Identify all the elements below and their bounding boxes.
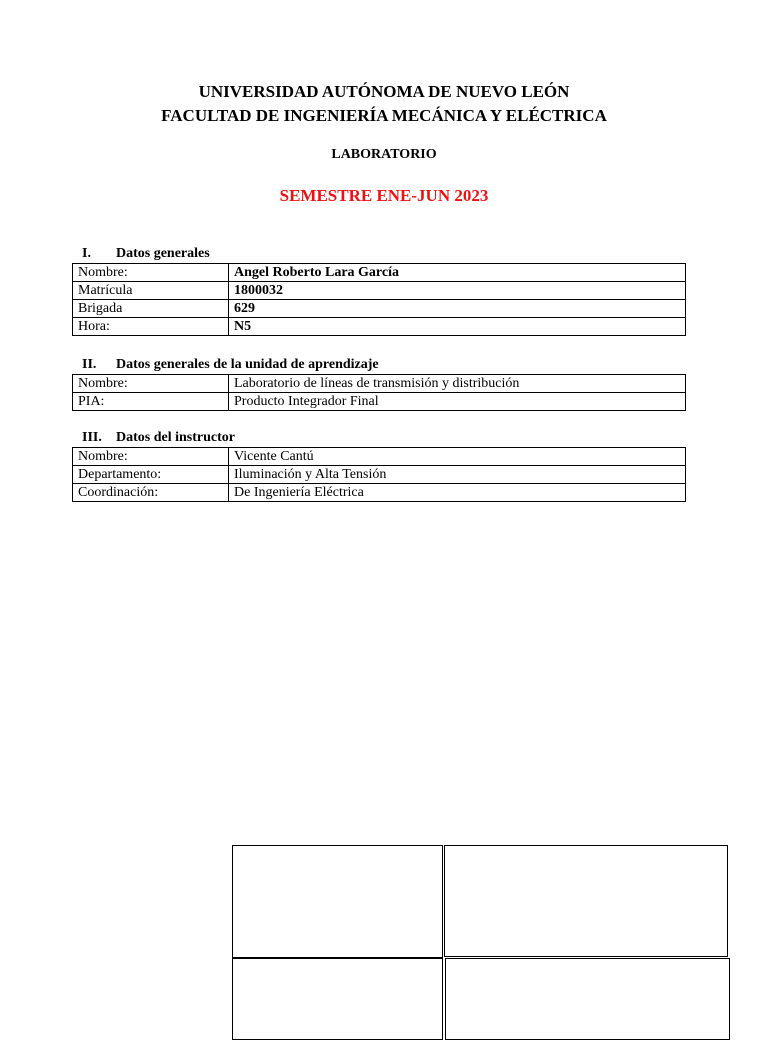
row-label: Nombre: [73, 264, 229, 282]
row-label: Brigada [73, 300, 229, 318]
section-title: Datos generales [116, 246, 210, 261]
table-row [73, 282, 686, 300]
table-row [73, 264, 686, 282]
section-learning-unit [72, 357, 686, 411]
section-heading [72, 246, 686, 263]
section-number: III. [82, 430, 102, 445]
section-title: Datos del instructor [116, 430, 235, 445]
row-value: Vicente Cantú [229, 448, 686, 466]
row-label: Nombre: [73, 375, 229, 393]
table-row [73, 300, 686, 318]
row-label: Matrícula [73, 282, 229, 300]
table-row [73, 318, 686, 336]
row-value: 629 [229, 300, 686, 318]
row-label: Departamento: [73, 466, 229, 484]
row-value: Angel Roberto Lara García [229, 264, 686, 282]
empty-box-top-left [232, 845, 443, 958]
table-row [73, 448, 686, 466]
row-label: Nombre: [73, 448, 229, 466]
table-row [73, 393, 686, 411]
general-data-table [72, 263, 686, 336]
learning-unit-table [72, 374, 686, 411]
section-number: I. [82, 246, 91, 261]
row-value: N5 [229, 318, 686, 336]
section-number: II. [82, 357, 97, 372]
empty-box-bottom-left [232, 958, 443, 1040]
row-value: 1800032 [229, 282, 686, 300]
row-label: Coordinación: [73, 484, 229, 502]
table-row [73, 484, 686, 502]
row-label: Hora: [73, 318, 229, 336]
row-value: Iluminación y Alta Tensión [229, 466, 686, 484]
table-row [73, 375, 686, 393]
section-instructor [72, 430, 686, 502]
section-heading [72, 357, 686, 374]
university-title: UNIVERSIDAD AUTÓNOMA DE NUEVO LEÓN [198, 82, 570, 101]
row-value: Laboratorio de líneas de transmisión y distribución [229, 375, 686, 393]
row-value: De Ingeniería Eléctrica [229, 484, 686, 502]
empty-box-top-right [444, 845, 728, 957]
empty-box-bottom-right [445, 958, 730, 1040]
section-heading [72, 430, 686, 447]
faculty-title: FACULTAD DE INGENIERÍA MECÁNICA Y ELÉCTRICA [161, 106, 607, 125]
semester-title: SEMESTRE ENE-JUN 2023 [279, 186, 489, 205]
instructor-table [72, 447, 686, 502]
lab-title: LABORATORIO [331, 147, 437, 162]
row-value: Producto Integrador Final [229, 393, 686, 411]
table-row [73, 466, 686, 484]
row-label: PIA: [73, 393, 229, 411]
section-general-data [72, 246, 686, 336]
section-title: Datos generales de la unidad de aprendizaje [116, 357, 379, 372]
